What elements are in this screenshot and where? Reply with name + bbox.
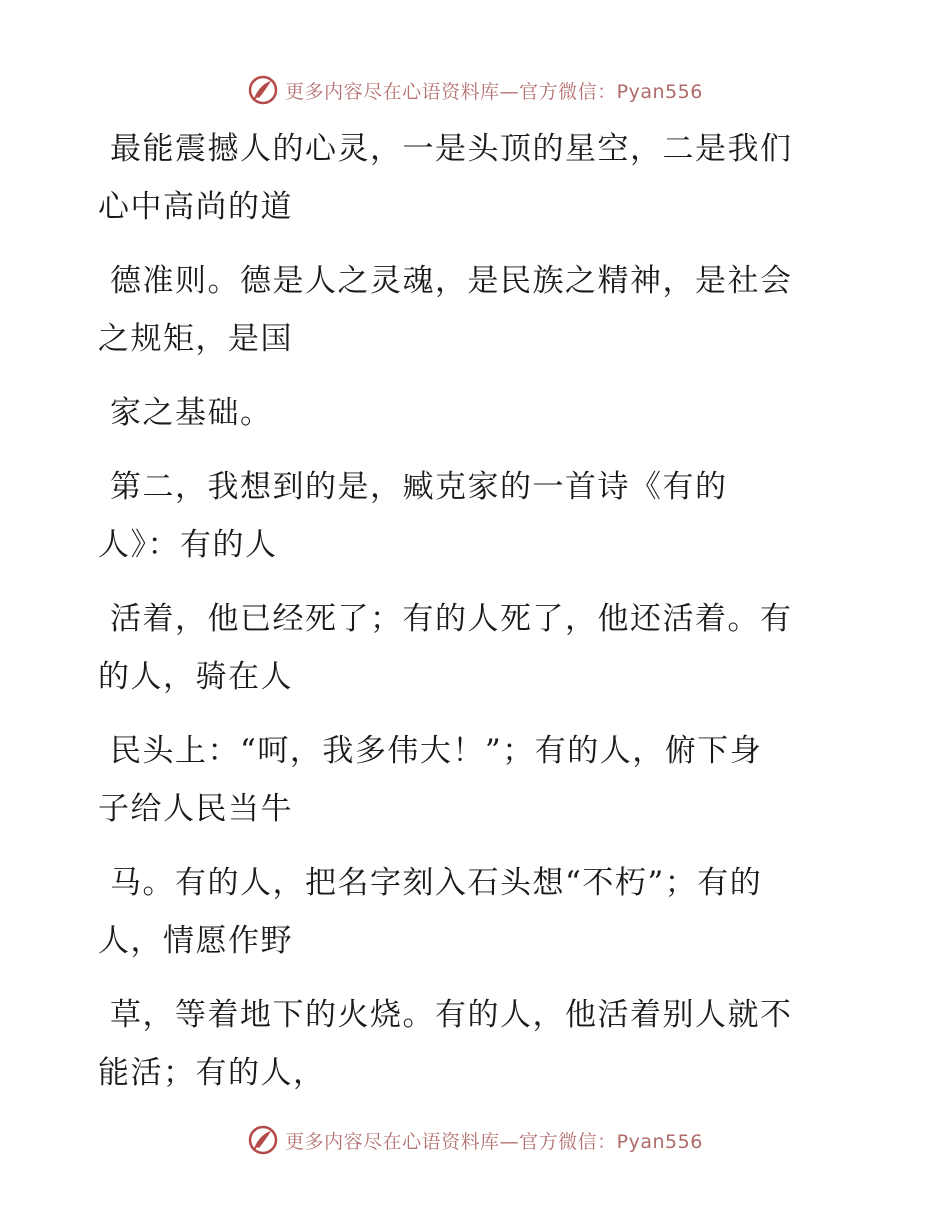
paragraph: [98, 854, 838, 970]
text-line: 人，情愿作野: [98, 923, 293, 959]
paragraph: [98, 986, 838, 1102]
text-line: 民头上：“呵，我多伟大！”；有的人，俯下身: [110, 733, 763, 769]
text-line: 子给人民当牛: [98, 791, 293, 827]
paragraph: [98, 590, 838, 706]
text-line: 最能震撼人的心灵，一是头顶的星空，二是我们: [110, 131, 793, 167]
paragraph: [98, 252, 838, 368]
watermark-text: 更多内容尽在心语资料库—官方微信：Pyan556: [285, 80, 703, 103]
paragraph: [98, 458, 838, 574]
text-line: 之规矩，是国: [98, 321, 293, 357]
text-line: 活着，他已经死了；有的人死了，他还活着。有: [110, 601, 793, 637]
text-line: 家之基础。: [110, 395, 273, 431]
text-line: 第二，我想到的是，臧克家的一首诗《有的: [110, 469, 728, 505]
watermark-footer: [0, 1120, 950, 1160]
text-line: 草，等着地下的火烧。有的人，他活着别人就不: [110, 997, 793, 1033]
pen-logo-icon: [247, 1124, 279, 1156]
paragraph: [98, 722, 838, 838]
watermark-text: 更多内容尽在心语资料库—官方微信：Pyan556: [285, 1130, 703, 1153]
document-body: [98, 120, 838, 1102]
text-line: 心中高尚的道: [98, 189, 293, 225]
watermark-header: [0, 70, 950, 110]
watermark-handle: Pyan556: [616, 1130, 703, 1153]
watermark-handle: Pyan556: [616, 80, 703, 103]
text-line: 人》：有的人: [98, 527, 278, 563]
text-line: 能活；有的人，: [98, 1055, 326, 1091]
text-line: 的人，骑在人: [98, 659, 293, 695]
paragraph: [98, 384, 838, 442]
text-line: 马。有的人，把名字刻入石头想“不朽”；有的: [110, 865, 763, 901]
paragraph: [98, 120, 838, 236]
pen-logo-icon: [247, 74, 279, 106]
text-line: 德准则。德是人之灵魂，是民族之精神，是社会: [110, 263, 793, 299]
